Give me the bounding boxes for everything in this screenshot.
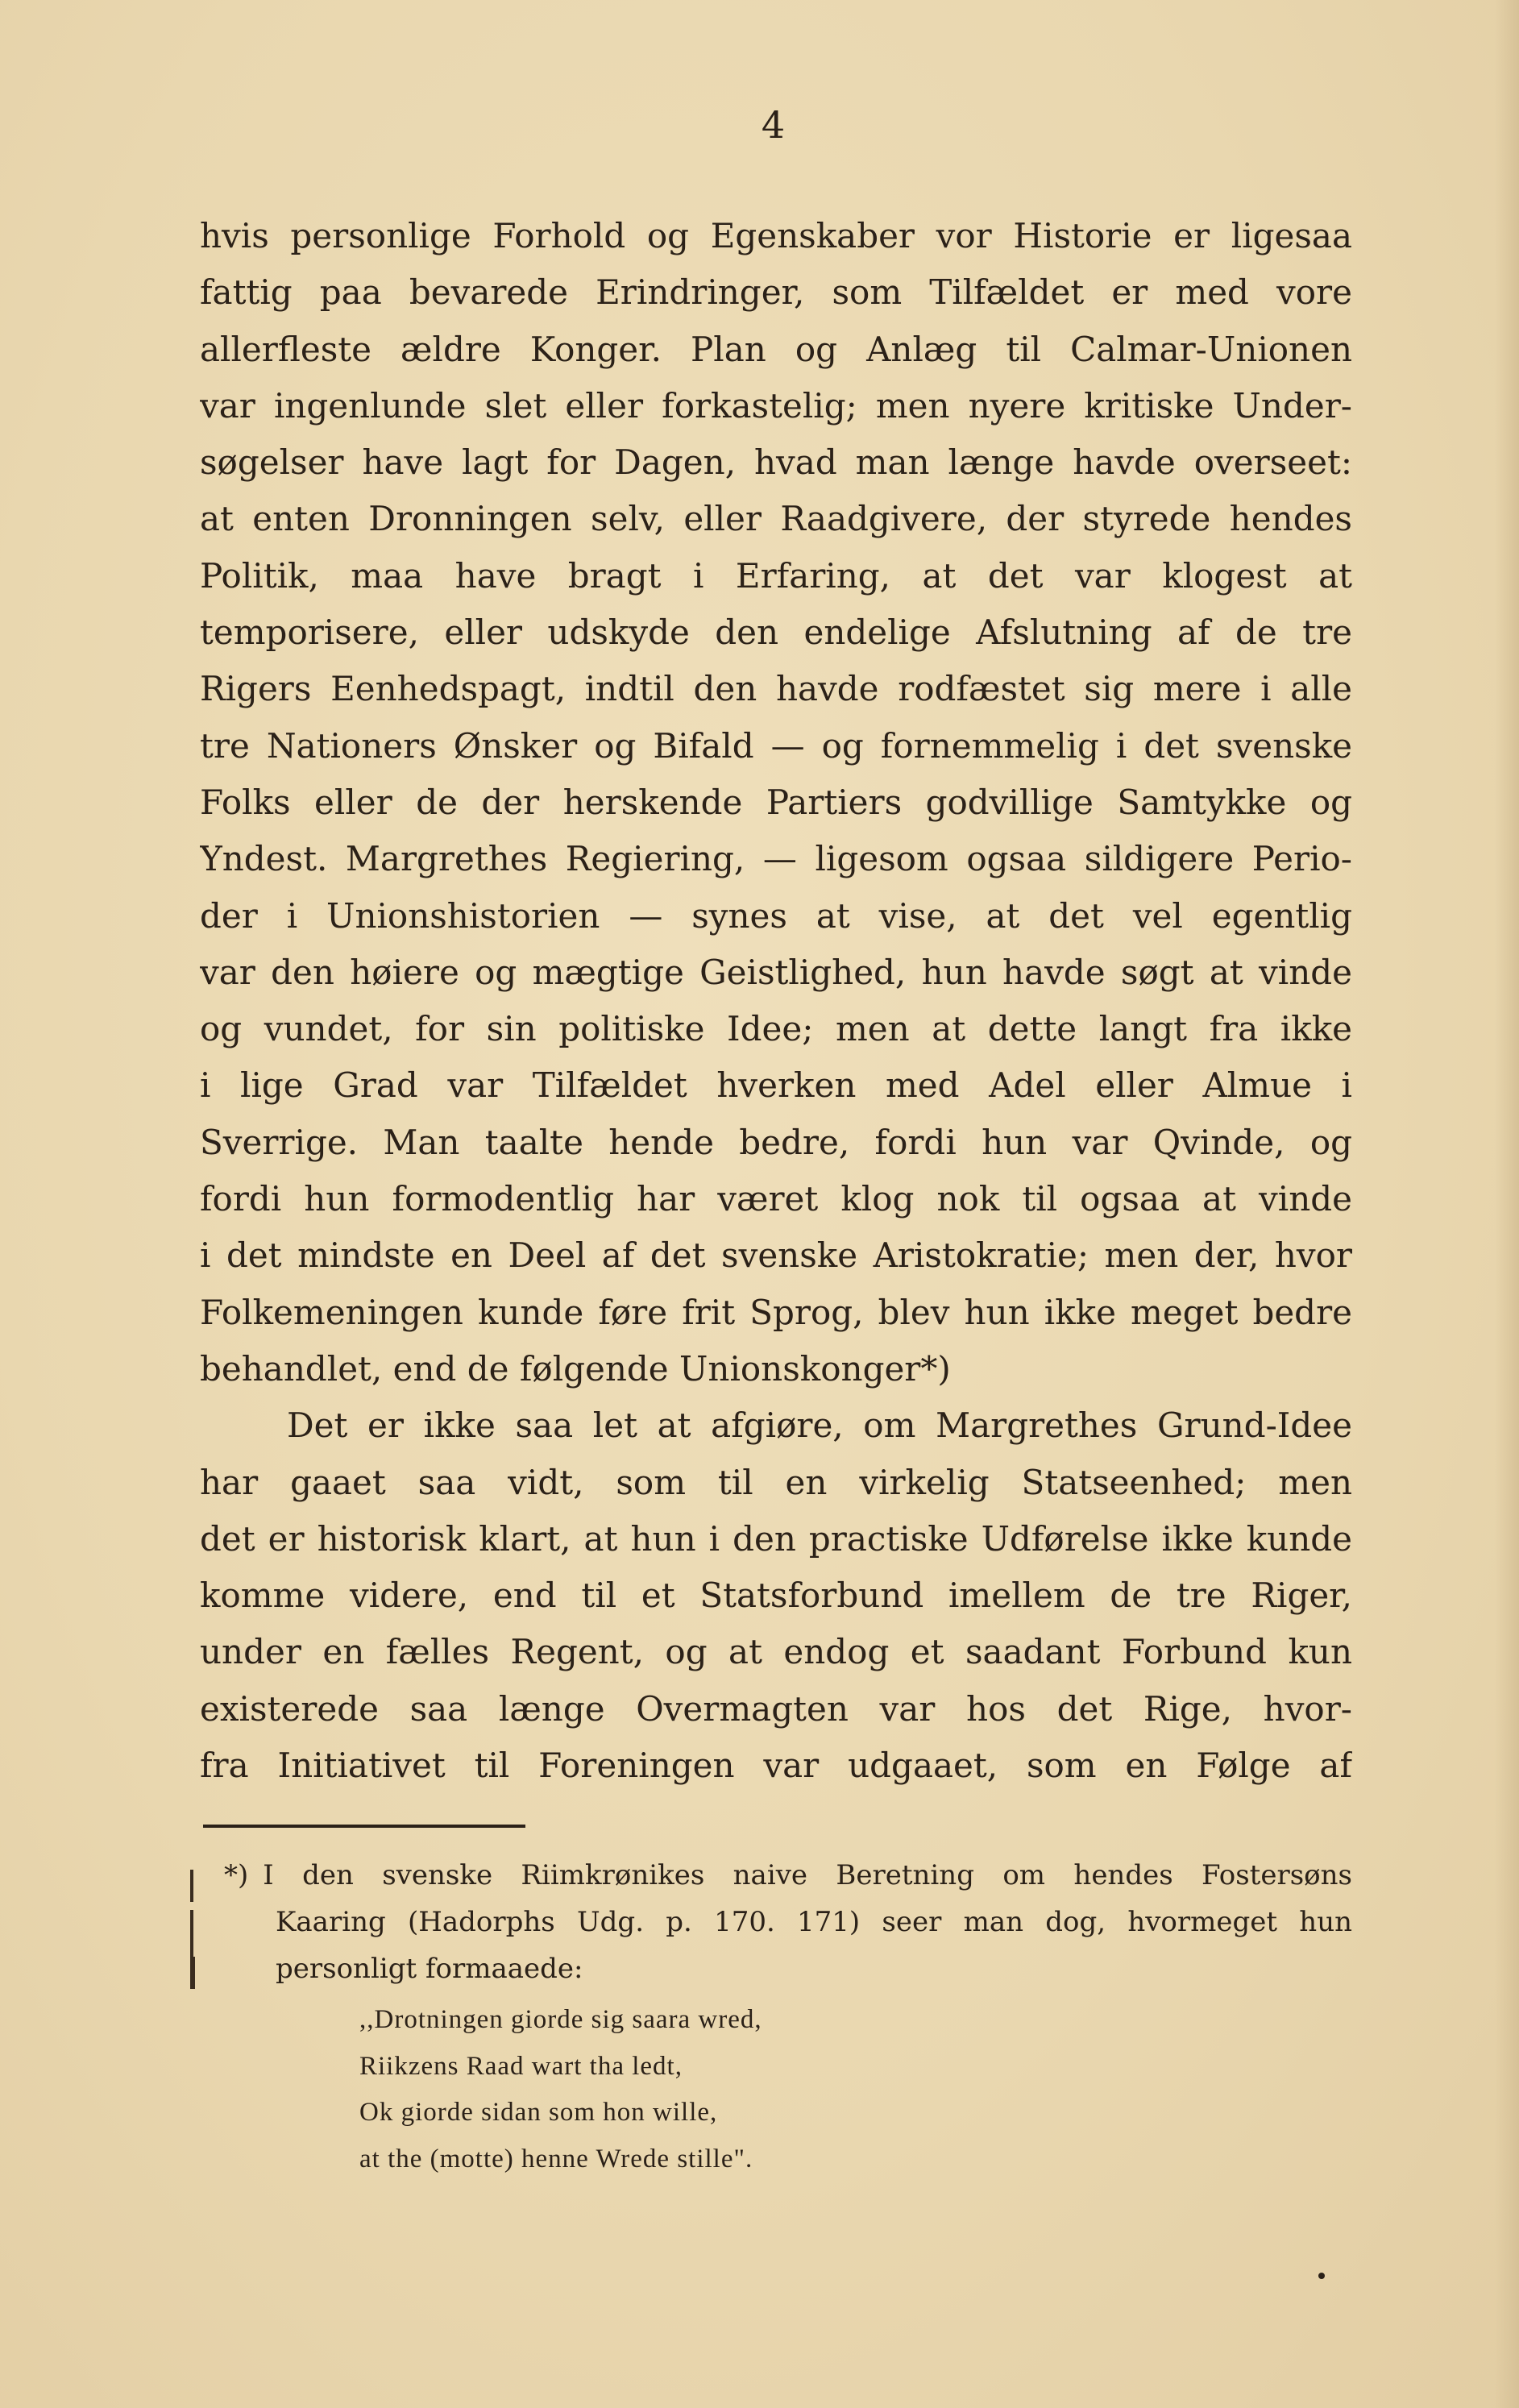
text-line: søgelser have lagt for Dagen, hvad man længe havde overseet: bbox=[200, 442, 1352, 483]
margin-mark bbox=[190, 1910, 193, 1958]
text-line: under en fælles Regent, og at endog et saadant Forbund kun bbox=[200, 1632, 1352, 1672]
text-line: var den høiere og mægtige Geistlighed, hun havde søgt at vinde bbox=[200, 952, 1352, 992]
footnote-marker: *) bbox=[224, 1859, 249, 1891]
text-line: der i Unionshistorien — synes at vise, at det vel egentlig bbox=[200, 895, 1352, 936]
text-line: Folks eller de der herskende Partiers godvillige Samtykke og bbox=[200, 782, 1352, 822]
text-line: existerede saa længe Overmagten var hos det Rige, hvor- bbox=[200, 1688, 1352, 1729]
text-line: og vundet, for sin politiske Idee; men at dette langt fra ikke bbox=[200, 1009, 1352, 1049]
footnote-line: Kaaring (Hadorphs Udg. p. 170. 171) seer man dog, hvormeget hun bbox=[276, 1906, 1352, 1938]
verse-line: Ok giorde sidan som hon wille, bbox=[359, 2098, 718, 2127]
text-line: Politik, maa have bragt i Erfaring, at det var klogest at bbox=[200, 555, 1352, 596]
margin-mark bbox=[190, 1957, 195, 1989]
verse-line: ,,Drotningen giorde sig saara wred, bbox=[359, 2005, 762, 2034]
text-line: fattig paa bevarede Erindringer, som Tilfældet er med vore bbox=[200, 272, 1352, 313]
main-text bbox=[200, 208, 1352, 1794]
footnote-line bbox=[224, 1852, 1352, 1899]
text-line: var ingenlunde slet eller forkastelig; men nyere kritiske Under- bbox=[200, 385, 1352, 426]
text-line: det er historisk klart, at hun i den practiske Udførelse ikke kunde bbox=[200, 1518, 1352, 1559]
text-line: temporisere, eller udskyde den endelige Afslutning af de tre bbox=[200, 612, 1352, 653]
text-line: hvis personlige Forhold og Egenskaber vor Historie er ligesaa bbox=[200, 216, 1352, 255]
text-line: at enten Dronningen selv, eller Raadgivere, der styrede hendes bbox=[200, 499, 1352, 539]
text-line: Det er ikke saa let at afgiøre, om Margrethes Grund-Idee bbox=[287, 1405, 1352, 1446]
text-line: i det mindste en Deel af det svenske Aristokratie; men der, hvor bbox=[200, 1235, 1352, 1276]
footnote-line: personligt formaaede: bbox=[276, 1953, 583, 1985]
ink-speck bbox=[1318, 2273, 1325, 2279]
text-line: i lige Grad var Tilfældet hverken med Adel eller Almue i bbox=[200, 1065, 1352, 1106]
text-line: tre Nationers Ønsker og Bifald — og fornemmelig i det svenske bbox=[200, 725, 1352, 766]
verse-line: at the (motte) henne Wrede stille". bbox=[359, 2144, 753, 2173]
margin-mark bbox=[190, 1870, 193, 1902]
text-line: Yndest. Margrethes Regiering, — ligesom ogsaa sildigere Perio- bbox=[200, 839, 1352, 879]
text-line: Rigers Eenhedspagt, indtil den havde rodfæstet sig mere i alle bbox=[200, 669, 1352, 709]
footnote-separator bbox=[203, 1825, 525, 1828]
footnote bbox=[224, 1852, 1352, 1992]
footnote-text: I den svenske Riimkrønikes naive Beretning om hendes Fostersøns bbox=[263, 1859, 1352, 1891]
text-line: allerfleste ældre Konger. Plan og Anlæg til Calmar-Unionen bbox=[200, 329, 1352, 369]
text-line: behandlet, end de følgende Unionskonger*) bbox=[200, 1348, 951, 1389]
text-line: komme videre, end til et Statsforbund imellem de tre Riger, bbox=[200, 1576, 1352, 1616]
text-line: fordi hun formodentlig har været klog nok til ogsaa at vinde bbox=[200, 1179, 1352, 1219]
verse-line: Riikzens Raad wart tha ledt, bbox=[359, 2051, 683, 2081]
page-edge-shadow bbox=[1495, 0, 1519, 2408]
text-line: Sverrige. Man taalte hende bedre, fordi hun var Qvinde, og bbox=[200, 1122, 1352, 1162]
text-line: har gaaet saa vidt, som til en virkelig Statseenhed; men bbox=[200, 1462, 1352, 1502]
text-line: fra Initiativet til Foreningen var udgaaet, som en Følge af bbox=[200, 1746, 1352, 1786]
text-line: Folkemeningen kunde føre frit Sprog, blev hun ikke meget bedre bbox=[200, 1292, 1352, 1332]
footnote-verse bbox=[359, 1997, 1085, 2182]
page-number: 4 bbox=[761, 103, 786, 147]
